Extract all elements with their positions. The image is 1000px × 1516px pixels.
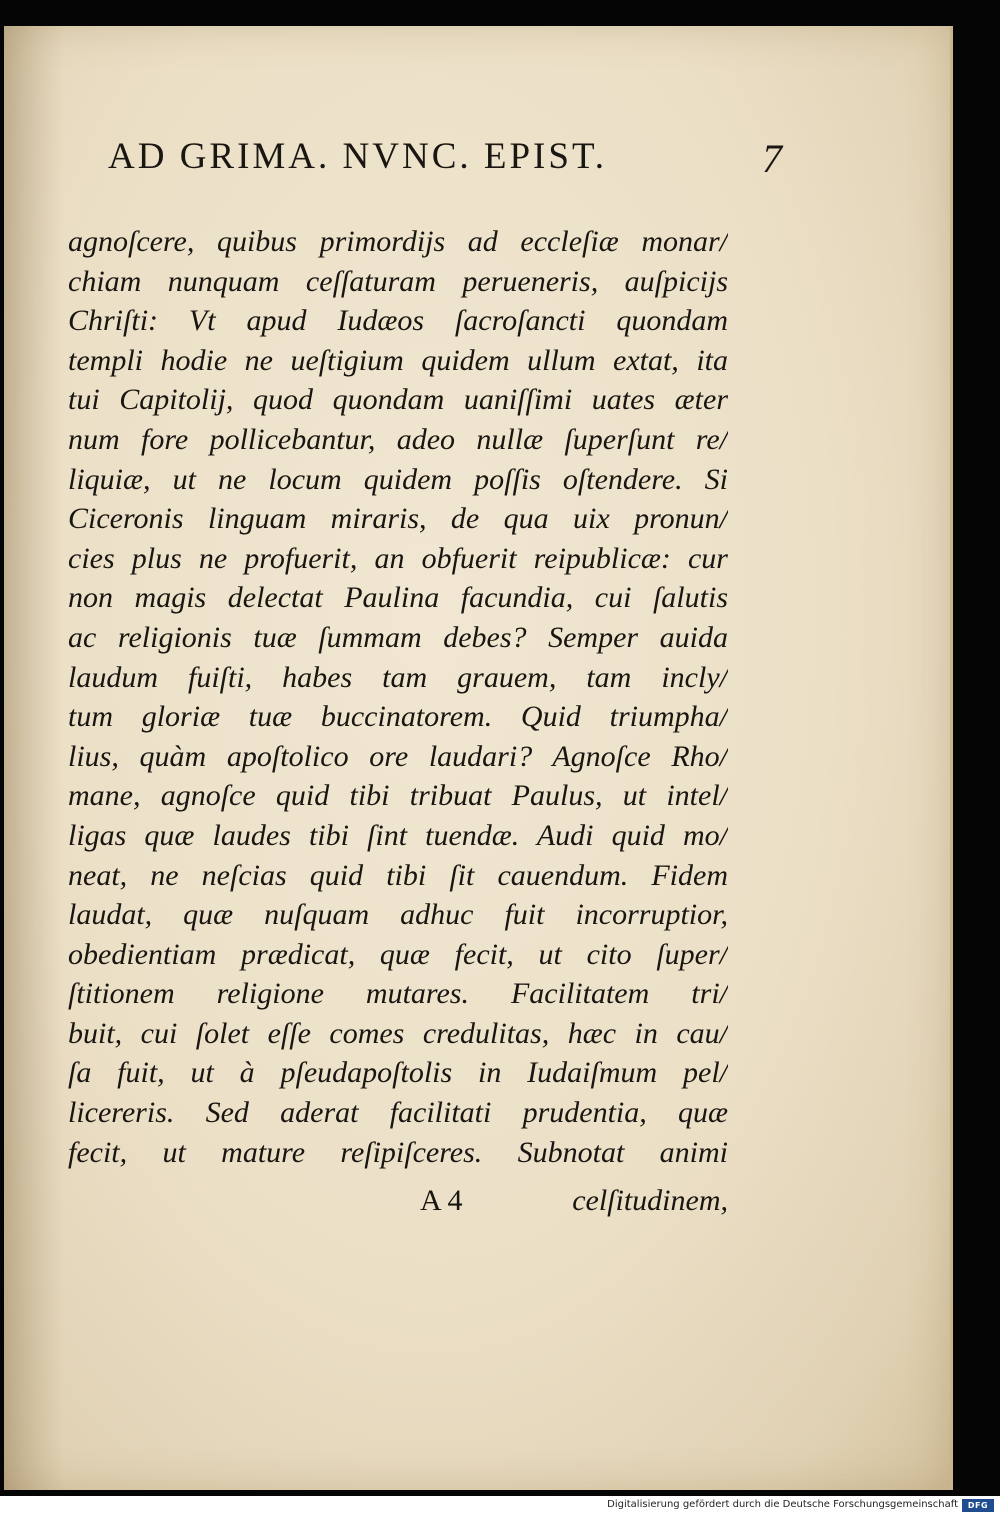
text-line: chiam nunquam ceſſaturam perueneris, auſpicijs <box>68 264 728 298</box>
text-line: tum gloriæ tuæ buccinatorem. Quid triumpha/ <box>68 700 728 734</box>
text-line: tui Capitolij, quod quondam uaniſſimi uates æter <box>68 383 728 417</box>
text-line: ſtitionem religione mutares. Facilitatem tri/ <box>68 977 728 1011</box>
text-line: laudum fuiſti, habes tam grauem, tam incly/ <box>68 660 728 694</box>
text-line: neat, ne neſcias quid tibi ſit cauendum. Fidem <box>68 858 728 892</box>
text-line: licereris. Sed aderat facilitati prudentia, quæ <box>68 1096 728 1130</box>
running-head <box>108 135 808 195</box>
text-line: non magis delectat Paulina facundia, cui ſalutis <box>68 581 728 615</box>
body-text <box>68 222 728 1172</box>
text-line: ligas quæ laudes tibi ſint tuendæ. Audi quid mo/ <box>68 818 728 852</box>
text-line: fecit, ut mature reſipiſceres. Subnotat animi <box>68 1135 728 1169</box>
folio-number: 7 <box>762 136 782 181</box>
dfg-logo: DFG <box>962 1499 994 1512</box>
footer-credit: Digitalisierung gefördert durch die Deutsche Forschungsgemeinschaft <box>607 1499 958 1510</box>
catchword: celſitudinem, <box>572 1184 728 1217</box>
text-line: obedientiam prædicat, quæ fecit, ut cito ſuper/ <box>68 937 728 971</box>
text-line: ſa fuit, ut à pſeudapoſtolis in Iudaiſmum pel/ <box>68 1056 728 1090</box>
signature-line <box>420 1184 730 1226</box>
text-line: num fore pollicebantur, adeo nullæ ſuperſunt re/ <box>68 422 728 456</box>
text-line: liquiæ, ut ne locum quidem poſſis oſtendere. Si <box>68 462 728 496</box>
gutter-shadow <box>4 26 64 1490</box>
text-line: buit, cui ſolet eſſe comes credulitas, hæc in cau/ <box>68 1016 728 1050</box>
text-line: cies plus ne profuerit, an obfuerit reipublicæ: cur <box>68 541 728 575</box>
text-line: lius, quàm apoſtolico ore laudari? Agnoſce Rho/ <box>68 739 728 773</box>
running-title: AD GRIMA. NVNC. EPIST. <box>108 136 608 177</box>
text-line: mane, agnoſce quid tibi tribuat Paulus, ut intel/ <box>68 779 728 813</box>
text-line: templi hodie ne ueſtigium quidem ullum extat, ita <box>68 343 728 377</box>
text-line: ac religionis tuæ ſummam debes? Semper auida <box>68 620 728 654</box>
signature-mark: A 4 <box>420 1184 463 1217</box>
footer-bar <box>0 1496 1000 1516</box>
text-line: laudat, quæ nuſquam adhuc fuit incorruptior, <box>68 898 728 932</box>
text-line: agnoſcere, quibus primordijs ad eccleſiæ monar/ <box>68 225 728 258</box>
text-line: Ciceronis linguam miraris, de qua uix pronun/ <box>68 502 728 536</box>
text-line: Chriſti: Vt apud Iudæos ſacroſancti quondam <box>68 304 728 338</box>
